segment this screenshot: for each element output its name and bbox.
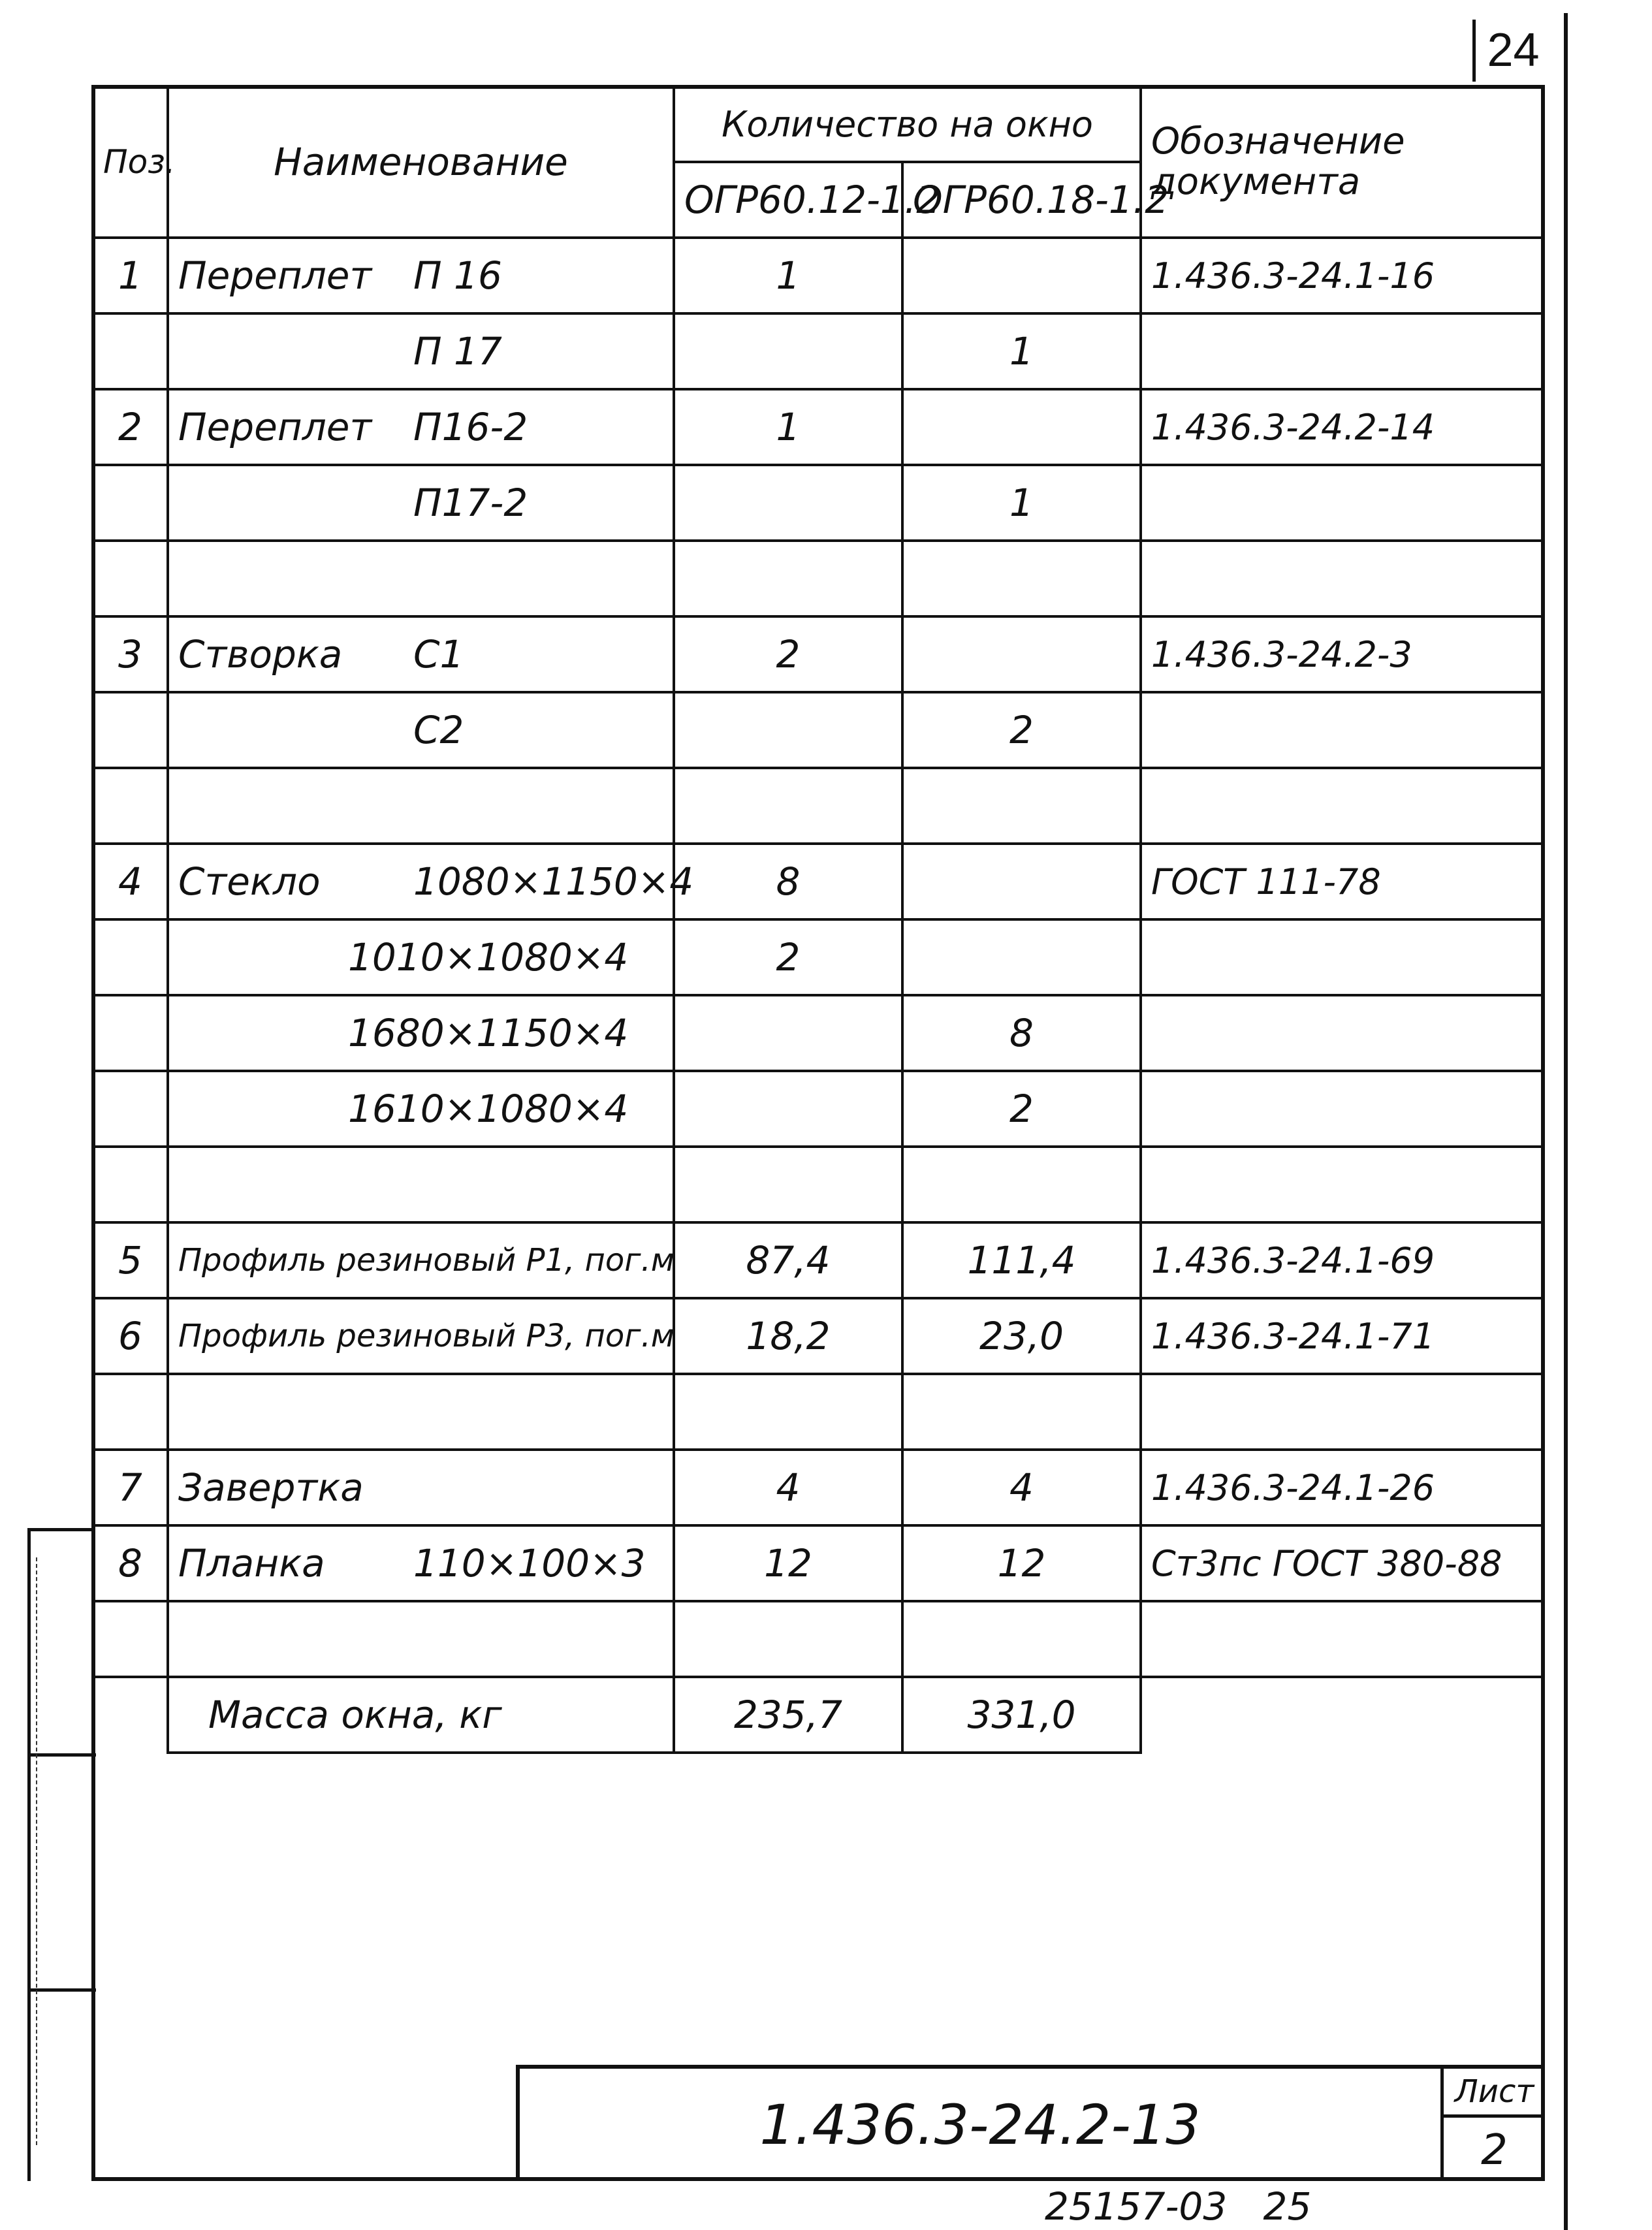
table-row	[93, 1601, 1542, 1677]
table-row	[93, 995, 1542, 1071]
total-q2: 331,0	[902, 1677, 1141, 1753]
row-name-spec: 110×100×3	[413, 1541, 646, 1585]
row-q1	[674, 313, 902, 389]
row-name	[168, 1147, 674, 1222]
row-name-text: Переплет	[178, 253, 372, 298]
header-pos: Поз.	[93, 86, 168, 238]
row-doc: 1.436.3-24.1-16	[1141, 238, 1542, 313]
row-q2	[902, 844, 1141, 919]
row-name	[168, 1525, 674, 1601]
table-row	[93, 768, 1542, 844]
row-q2: 1	[902, 465, 1141, 541]
row-name	[168, 313, 674, 389]
row-pos: 7	[93, 1450, 168, 1525]
row-name	[168, 238, 674, 313]
row-q2: 111,4	[902, 1222, 1141, 1298]
row-name	[168, 1298, 674, 1374]
table-row	[93, 1071, 1542, 1147]
row-name	[168, 465, 674, 541]
header-name: Наименование	[168, 86, 674, 238]
row-q1	[674, 1147, 902, 1222]
row-q1	[674, 1601, 902, 1677]
row-name	[168, 995, 674, 1071]
row-pos	[93, 768, 168, 844]
row-name	[168, 389, 674, 465]
row-name-text: Профиль резиновый Р1, пог.м	[178, 1242, 675, 1279]
row-pos	[93, 1147, 168, 1222]
row-name	[168, 541, 674, 616]
table-row	[93, 616, 1542, 692]
row-name-text: Завертка	[178, 1465, 364, 1510]
row-doc	[1141, 1071, 1542, 1147]
specification-table	[91, 85, 1544, 1754]
table-row	[93, 238, 1542, 313]
row-q2: 8	[902, 995, 1141, 1071]
row-q1: 8	[674, 844, 902, 919]
row-q1: 2	[674, 919, 902, 995]
row-q1	[674, 692, 902, 768]
title-block	[516, 2065, 1544, 2181]
row-q2: 23,0	[902, 1298, 1141, 1374]
row-doc	[1141, 313, 1542, 389]
total-pos-empty	[93, 1677, 168, 1753]
row-doc: Ст3пс ГОСТ 380-88	[1141, 1525, 1542, 1601]
total-label: Масса окна, кг	[168, 1677, 674, 1753]
row-q1: 4	[674, 1450, 902, 1525]
row-pos	[93, 692, 168, 768]
row-name-spec: 1010×1080×4	[348, 935, 629, 980]
row-doc	[1141, 995, 1542, 1071]
row-pos	[93, 1601, 168, 1677]
row-doc	[1141, 1374, 1542, 1450]
row-doc	[1141, 1147, 1542, 1222]
row-doc: 1.436.3-24.1-69	[1141, 1222, 1542, 1298]
row-pos: 2	[93, 389, 168, 465]
row-pos	[93, 465, 168, 541]
header-q1: ОГР60.12-1.2	[674, 162, 902, 238]
row-name-spec: С2	[413, 708, 464, 752]
row-q1: 12	[674, 1525, 902, 1601]
row-doc	[1141, 1601, 1542, 1677]
row-q2	[902, 238, 1141, 313]
row-doc	[1141, 465, 1542, 541]
row-doc: 1.436.3-24.1-26	[1141, 1450, 1542, 1525]
row-pos: 3	[93, 616, 168, 692]
row-name-text: Створка	[178, 632, 343, 677]
row-name-text: Планка	[178, 1541, 325, 1585]
table-header-row	[93, 86, 1542, 162]
row-name-text: Профиль резиновый Р3, пог.м	[178, 1318, 675, 1354]
table-row	[93, 389, 1542, 465]
header-quantity: Количество на окно	[674, 86, 1141, 162]
table-row	[93, 919, 1542, 995]
row-q1	[674, 1071, 902, 1147]
row-name-text: Стекло	[178, 859, 321, 904]
header-q2: ОГР60.18-1.2	[902, 162, 1141, 238]
total-q1: 235,7	[674, 1677, 902, 1753]
sheet-label: Лист	[1444, 2069, 1545, 2118]
table-row	[93, 692, 1542, 768]
row-name	[168, 919, 674, 995]
sheet-number: 2	[1481, 2126, 1508, 2174]
row-pos	[93, 313, 168, 389]
row-name	[168, 1374, 674, 1450]
table-row	[93, 1374, 1542, 1450]
header-document: Обозначение документа	[1141, 86, 1542, 238]
row-q2	[902, 541, 1141, 616]
row-pos: 4	[93, 844, 168, 919]
row-doc	[1141, 692, 1542, 768]
row-pos: 1	[93, 238, 168, 313]
row-doc: 1.436.3-24.2-14	[1141, 389, 1542, 465]
row-pos	[93, 541, 168, 616]
row-pos: 8	[93, 1525, 168, 1601]
row-name-spec: П 16	[413, 253, 502, 298]
row-q1: 18,2	[674, 1298, 902, 1374]
table-row	[93, 1525, 1542, 1601]
row-name-spec: 1080×1150×4	[413, 859, 694, 904]
row-name-spec: П17-2	[413, 481, 528, 525]
row-name	[168, 1450, 674, 1525]
row-doc	[1141, 541, 1542, 616]
page-right-edge	[1564, 13, 1568, 2230]
row-pos: 6	[93, 1298, 168, 1374]
table-row	[93, 1450, 1542, 1525]
row-name-text: Переплет	[178, 405, 372, 449]
total-doc-empty	[1141, 1677, 1542, 1753]
row-q2	[902, 1147, 1141, 1222]
binding-stamp	[27, 1528, 93, 2181]
row-q1: 1	[674, 389, 902, 465]
table-row	[93, 313, 1542, 389]
row-q2	[902, 389, 1141, 465]
archive-code: 25157-03 25	[1045, 2184, 1312, 2229]
row-q2	[902, 1374, 1141, 1450]
row-q2	[902, 768, 1141, 844]
row-name	[168, 692, 674, 768]
row-pos: 5	[93, 1222, 168, 1298]
table-row	[93, 1147, 1542, 1222]
binding-signature-marks	[36, 1557, 57, 2145]
table-row	[93, 541, 1542, 616]
row-pos	[93, 919, 168, 995]
row-doc: ГОСТ 111-78	[1141, 844, 1542, 919]
row-pos	[93, 995, 168, 1071]
row-q2: 2	[902, 692, 1141, 768]
row-q2: 2	[902, 1071, 1141, 1147]
row-q1	[674, 1374, 902, 1450]
row-name-spec: С1	[413, 632, 464, 677]
table-row	[93, 465, 1542, 541]
row-name-spec: 1680×1150×4	[348, 1011, 629, 1055]
row-q2	[902, 919, 1141, 995]
row-name	[168, 1601, 674, 1677]
total-row	[93, 1677, 1542, 1753]
row-name-spec: 1610×1080×4	[348, 1087, 629, 1131]
row-q1: 1	[674, 238, 902, 313]
row-name	[168, 1222, 674, 1298]
row-q1	[674, 541, 902, 616]
row-name	[168, 768, 674, 844]
row-doc: 1.436.3-24.2-3	[1141, 616, 1542, 692]
row-q1	[674, 465, 902, 541]
sheet-cell	[1440, 2069, 1545, 2181]
row-doc	[1141, 768, 1542, 844]
row-name	[168, 616, 674, 692]
row-name-spec: П16-2	[413, 405, 528, 449]
page-number: 24	[1472, 20, 1551, 82]
row-q1: 87,4	[674, 1222, 902, 1298]
table-row	[93, 844, 1542, 919]
row-q2	[902, 616, 1141, 692]
row-doc: 1.436.3-24.1-71	[1141, 1298, 1542, 1374]
row-q1	[674, 768, 902, 844]
row-q2	[902, 1601, 1141, 1677]
row-pos	[93, 1071, 168, 1147]
row-name	[168, 844, 694, 919]
table-row	[93, 1222, 1542, 1298]
row-q2: 4	[902, 1450, 1141, 1525]
row-q2: 1	[902, 313, 1141, 389]
row-q2: 12	[902, 1525, 1141, 1601]
document-code: 1.436.3-24.2-13	[759, 2093, 1201, 2157]
row-name	[168, 1071, 674, 1147]
row-q1	[674, 995, 902, 1071]
row-pos	[93, 1374, 168, 1450]
row-name-spec: П 17	[413, 329, 502, 374]
table-row	[93, 1298, 1542, 1374]
row-q1: 2	[674, 616, 902, 692]
row-doc	[1141, 919, 1542, 995]
